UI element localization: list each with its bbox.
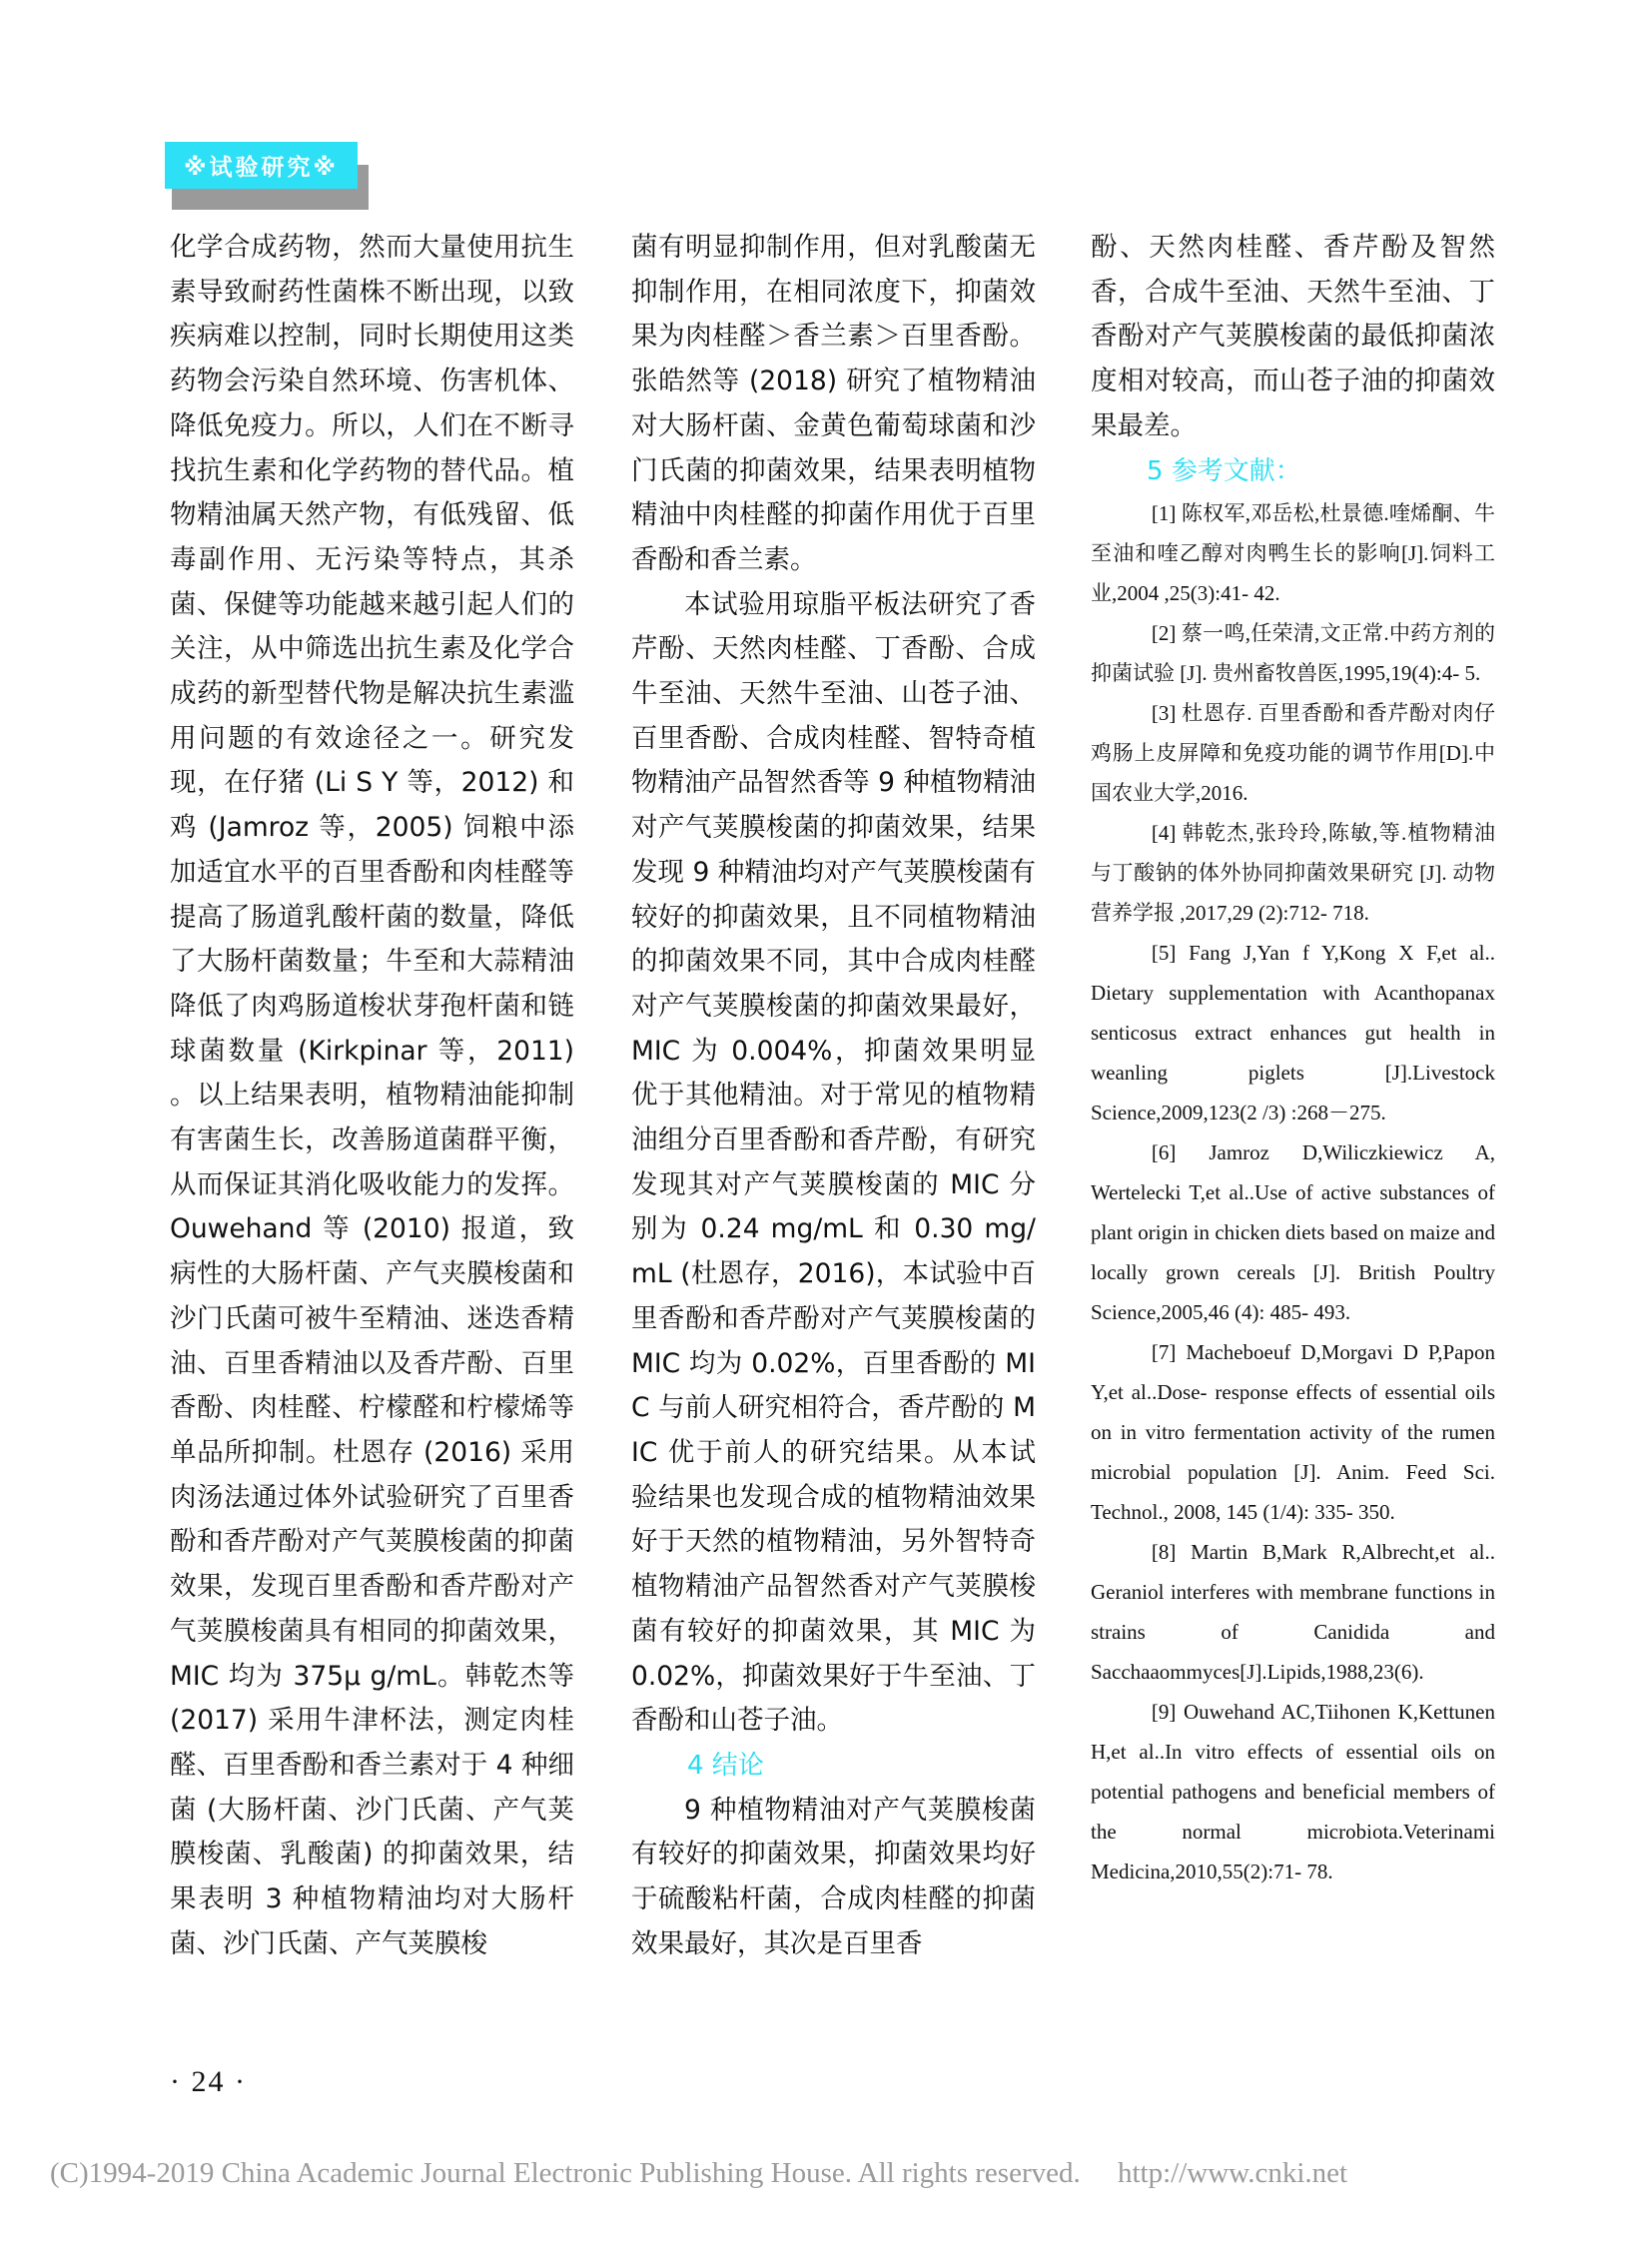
column-3 (1091, 226, 1495, 1891)
copyright-footer (50, 2157, 1347, 2190)
body-paragraph: 菌有明显抑制作用，但对乳酸菌无抑制作用，在相同浓度下，抑菌效果为肉桂醛＞香兰素＞百里香酚。张皓然等 (2018) 研究了植物精油对大肠杆菌、金黄色葡萄球菌和沙门氏菌的抑菌效果，结果表明植物精油中肉桂醛的抑菌作用优于百里香酚和香兰素。 (631, 232, 1036, 575)
body-paragraph: 酚、天然肉桂醛、香芹酚及智然香，合成牛至油、天然牛至油、丁香酚对产气荚膜梭菌的最低抑菌浓度相对较高，而山苍子油的抑菌效果最差。 (1091, 232, 1495, 441)
reference-item: [6] Jamroz D,Wiliczkiewicz A, Wertelecki T,et al..Use of active substances of plant origin in chicken diets based on maize and locally grown cereals [J]. British Poultry Science,2005,46 (4): 485- 493. (1091, 1140, 1495, 1325)
body-paragraph: 化学合成药物，然而大量使用抗生素导致耐药性菌株不断出现，以致疾病难以控制，同时长期使用这类药物会污染自然环境、伤害机体、降低免疫力。所以，人们在不断寻找抗生素和化学药物的替代品。植物精油属天然产物，有低残留、低毒副作用、无污染等特点，其杀菌、保健等功能越来越引起人们的关注，从中筛选出抗生素及化学合成药的新型替代物是解决抗生素滥用问题的有效途径之一。研究发现，在仔猪 (Li S Y 等，2012) 和鸡 (Jamroz 等，2005) 饲粮中添加适宜水平的百里香酚和肉桂醛等提高了肠道乳酸杆菌的数量，降低了大肠杆菌数量；牛至和大蒜精油降低了肉鸡肠道梭状芽孢杆菌和链球菌数量 (Kirkpinar 等，2011) 。以上结果表明，植物精油能抑制有害菌生长，改善肠道菌群平衡，从而保证其消化吸收能力的发挥。Ouwehand 等 (2010) 报道，致病性的大肠杆菌、产气夹膜梭菌和沙门氏菌可被牛至精油、迷迭香精油、百里香精油以及香芹酚、百里香酚、肉桂醛、柠檬醛和柠檬烯等单品所抑制。杜恩存 (2016) 采用肉汤法通过体外试验研究了百里香酚和香芹酚对产气荚膜梭菌的抑菌效果，发现百里香酚和香芹酚对产气荚膜梭菌具有相同的抑菌效果，MIC 均为 375μ g/mL。韩乾杰等 (2017) 采用牛津杯法，测定肉桂醛、百里香酚和香兰素对于 4 种细菌 (大肠杆菌、沙门氏菌、产气荚膜梭菌、乳酸菌) 的抑菌效果，结果表明 3 种植物精油均对大肠杆菌、沙门氏菌、产气荚膜梭 (170, 232, 574, 1959)
column-1 (170, 226, 574, 1966)
column-2 (631, 226, 1036, 1966)
reference-list (1091, 493, 1495, 1891)
page-number: · 24 · (170, 2065, 247, 2098)
reference-item: [1] 陈权军,邓岳松,杜景德.喹烯酮、牛至油和喹乙醇对肉鸭生长的影响[J].饲料工业,2004 ,25(3):41- 42. (1091, 501, 1495, 606)
reference-item: [5] Fang J,Yan f Y,Kong X F,et al.. Dietary supplementation with Acanthopanax senticosus extract enhances gut health in weanling piglets [J].Livestock Science,2009,123(2 /3) :268－275. (1091, 941, 1495, 1125)
section-banner: ※试验研究※ (165, 142, 358, 189)
section-heading-references: 5 参考文献： (1147, 455, 1301, 486)
reference-item: [9] Ouwehand AC,Tiihonen K,Kettunen H,et al..In vitro effects of essential oils on potential pathogens and beneficial members of the normal microbiota.Veterinami Medicina,2010,55(2):71- 78. (1091, 1700, 1495, 1884)
reference-item: [2] 蔡一鸣,任荣清,文正常.中药方剂的抑菌试验 [J]. 贵州畜牧兽医,1995,19(4):4- 5. (1091, 621, 1495, 686)
section-heading-conclusion: 4 结论 (687, 1750, 764, 1781)
reference-item: [3] 杜恩存. 百里香酚和香芹酚对肉仔鸡肠上皮屏障和免疫功能的调节作用[D].中国农业大学,2016. (1091, 701, 1495, 806)
reference-item: [7] Macheboeuf D,Morgavi D P,Papon Y,et al..Dose- response effects of essential oils on in vitro fermentation activity of the rumen microbial population [J]. Anim. Feed Sci. Technol., 2008, 145 (1/4): 335- 350. (1091, 1340, 1495, 1525)
body-paragraph: 9 种植物精油对产气荚膜梭菌有较好的抑菌效果，抑菌效果均好于硫酸粘杆菌，合成肉桂醛的抑菌效果最好，其次是百里香 (631, 1794, 1036, 1959)
reference-item: [4] 韩乾杰,张玲玲,陈敏,等.植物精油与丁酸钠的体外协同抑菌效果研究 [J]. 动物营养学报 ,2017,29 (2):712- 718. (1091, 821, 1495, 926)
footer-url[interactable]: http://www.cnki.net (1117, 2157, 1348, 2189)
reference-item: [8] Martin B,Mark R,Albrecht,et al.. Geraniol interferes with membrane functions in strains of Canidida and Sacchaaommyces[J].Lipids,1988,23(6). (1091, 1540, 1495, 1685)
body-paragraph: 本试验用琼脂平板法研究了香芹酚、天然肉桂醛、丁香酚、合成牛至油、天然牛至油、山苍子油、百里香酚、合成肉桂醛、智特奇植物精油产品智然香等 9 种植物精油对产气荚膜梭菌的抑菌效果，结果发现 9 种精油均对产气荚膜梭菌有较好的抑菌效果，且不同植物精油的抑菌效果不同，其中合成肉桂醛对产气荚膜梭菌的抑菌效果最好，MIC 为 0.004%，抑菌效果明显优于其他精油。对于常见的植物精油组分百里香酚和香芹酚，有研究发现其对产气荚膜梭菌的 MIC 分别为 0.24 mg/mL 和 0.30 mg/mL (杜恩存，2016)，本试验中百里香酚和香芹酚对产气荚膜梭菌的 MIC 均为 0.02%，百里香酚的 MIC 与前人研究相符合，香芹酚的 MIC 优于前人的研究结果。从本试验结果也发现合成的植物精油效果好于天然的植物精油，另外智特奇植物精油产品智然香对产气荚膜梭菌有较好的抑菌效果，其 MIC 为 0.02%，抑菌效果好于牛至油、丁香酚和山苍子油。 (631, 588, 1036, 1737)
copyright-text: (C)1994-2019 China Academic Journal Electronic Publishing House. All rights reserved. (50, 2157, 1081, 2189)
